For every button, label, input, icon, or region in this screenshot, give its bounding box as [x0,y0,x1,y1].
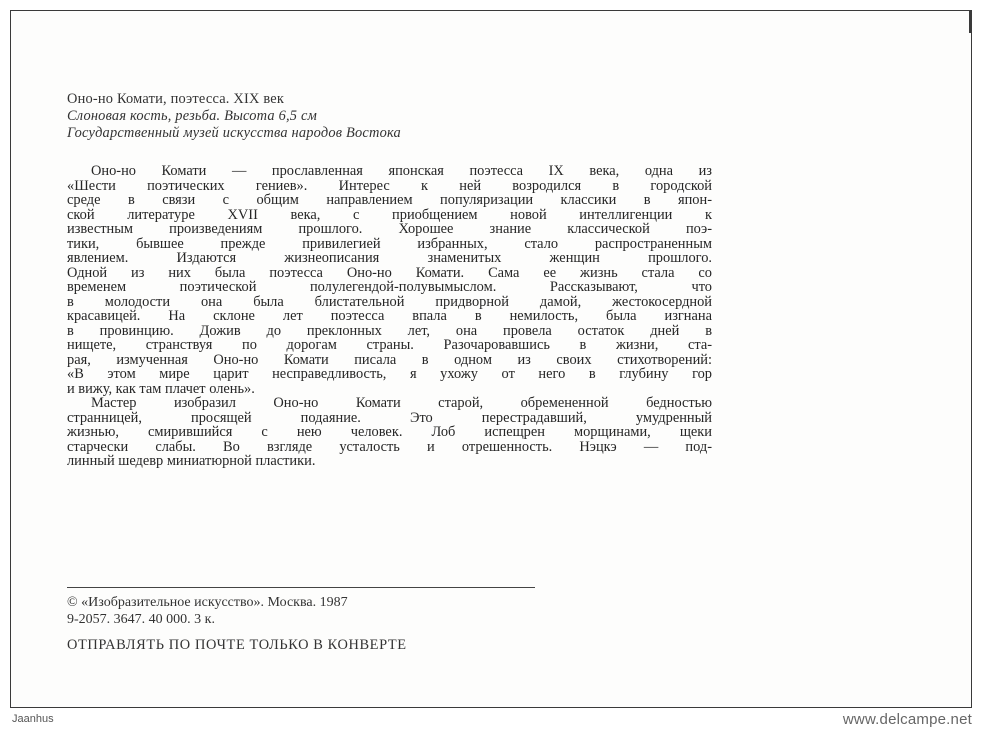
text-line: тики, бывшее прежде привилегией избранных, стало распространенным [67,235,712,252]
text-line: красавицей. На склоне лет поэтесса впала в немилость, была изгнана [67,308,712,324]
text-line: Одной из них была поэтесса Оно-но Комати. Сама ее жизнь стала со [67,264,712,281]
publisher-imprint [67,594,348,628]
artwork-material: Слоновая кость, резьба. Высота 6,5 см [67,108,317,124]
site-watermark: www.delcampe.net [842,711,972,728]
text-line: нищете, странствуя по дорогам страны. Разочаровавшись в жизни, ста- [67,337,712,353]
watermark-bar [0,710,984,730]
text-line: рая, измученная Оно-но Комати писала в одном из своих стихотворений: [67,351,712,368]
text-line: ской литературе XVII века, с приобщением новой интеллигенции к [67,206,712,223]
text-line: среде в связи с общим направлением популяризации классики в япон- [67,192,712,208]
artwork-museum: Государственный музей искусства народов Востока [67,125,401,141]
text-line: временем поэтической полулегендой-полувымыслом. Рассказывают, что [67,279,712,295]
text-line: линный шедевр миниатюрной пластики. [67,453,316,469]
card-edge-mark [969,11,971,33]
text-line: старчески слабы. Во взгляде усталость и отрешенность. Нэцкэ — под- [67,438,712,455]
text-line: Оно-но Комати — прославленная японская поэтесса IX века, одна из [91,163,712,179]
text-line: в провинцию. Дожив до преклонных лет, она провела остаток дней в [67,322,712,339]
artwork-caption [67,91,401,142]
text-line: в молодости она была блистательной придворной дамой, жестокосердной [67,293,712,310]
artwork-title: Оно-но Комати, поэтесса. XIX век [67,91,285,107]
text-line: известным произведениям прошлого. Хорошее знание классической поэ- [67,221,712,237]
text-line: и вижу, как там плачет олень». [67,380,255,397]
divider-line [67,587,535,588]
postal-instruction: ОТПРАВЛЯТЬ ПО ПОЧТЕ ТОЛЬКО В КОНВЕРТЕ [67,637,407,653]
text-line: явлением. Издаются жизнеописания знаменитых женщин прошлого. [67,250,712,266]
seller-name: Jaanhus [12,713,54,725]
text-line: «Шести поэтических гениев». Интерес к ней возродился в городской [67,177,712,194]
text-line: «В этом мире царит несправедливость, я ухожу от него в глубину гор [67,366,712,382]
publisher-line: © «Изобразительное искусство». Москва. 1987 [67,595,348,610]
text-line: странницей, просящей подаяние. Это перестрадавший, умудренный [67,409,712,426]
text-line: жизнью, смирившийся с нею человек. Лоб испещрен морщинами, щеки [67,424,712,440]
postcard-back [10,10,972,708]
print-code: 9-2057. 3647. 40 000. 3 к. [67,612,215,627]
description-text [67,164,712,469]
text-line: Мастер изобразил Оно-но Комати старой, обремененной бедностью [91,395,712,411]
